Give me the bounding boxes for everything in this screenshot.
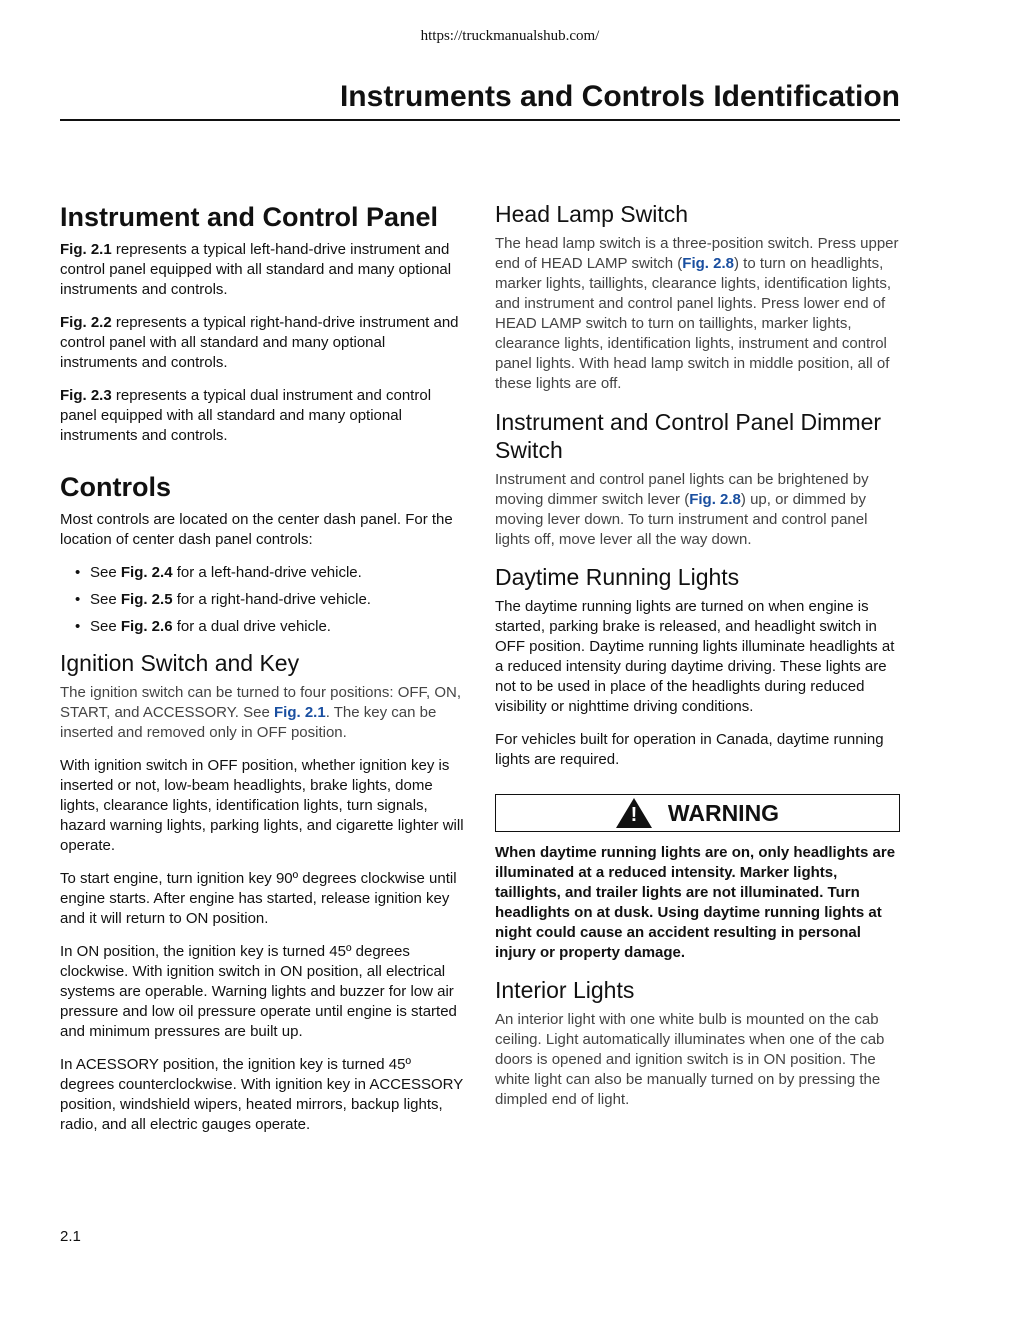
right-column: [495, 200, 900, 1123]
paragraph-text: represents a typical dual instrument and control panel equipped with all standard and many optional instruments and controls.: [60, 387, 432, 444]
headlamp-paragraph: The head lamp switch is a three-position switch. Press upper end of HEAD LAMP switch (Fig. 2.8) to turn on headlights, marker lights, taillights, clearance lights, identification lights, and instrument and control panel lights. Press lower end of HEAD LAMP switch to turn on taillights, marker lights, clearance lights, identification lights, instrument and control panel lights. With head lamp switch in middle position, all of these lights are off.: [495, 235, 899, 392]
ignition-paragraph-3: To start engine, turn ignition key 90º degrees clockwise until engine starts. After engine has started, release ignition key and it will return to ON position.: [60, 870, 457, 927]
ignition-paragraph-5: In ACESSORY position, the ignition key is turned 45º degrees counterclockwise. With ignition key in ACCESSORY position, windshield wipers, heated mirrors, backup lights, radio, and all electric gauges operate.: [60, 1056, 463, 1133]
warning-label: WARNING: [667, 799, 780, 826]
subheading-drl: Daytime Running Lights: [495, 564, 740, 590]
fig-ref: Fig. 2.1: [60, 241, 112, 258]
source-url: https://truckmanualshub.com/: [420, 28, 600, 44]
page-number: 2.1: [60, 1228, 81, 1245]
fig-link[interactable]: Fig. 2.8: [682, 255, 734, 272]
warning-box: [495, 794, 900, 832]
page-title: Instruments and Controls Identification: [339, 80, 900, 113]
panel-paragraph-1: [60, 240, 465, 300]
controls-paragraph: Most controls are located on the center dash panel. For the location of center dash panel controls:: [60, 511, 453, 548]
ignition-paragraph-2: With ignition switch in OFF position, whether ignition key is inserted or not, low-beam headlights, brake lights, dome lights, clearance lights, identification lights, turn signals, hazard warning lights, parking lights, and cigarette lighter will operate.: [60, 757, 464, 854]
warning-triangle-icon: !: [616, 798, 652, 828]
ignition-paragraph-1: The ignition switch can be turned to four positions: OFF, ON, START, and ACCESSORY. See Fig. 2.1. The key can be inserted and removed only in OFF position.: [60, 684, 462, 741]
drl-paragraph-2: For vehicles built for operation in Canada, daytime running lights are required.: [495, 731, 884, 768]
panel-paragraph-3: [60, 386, 465, 446]
interior-paragraph: An interior light with one white bulb is mounted on the cab ceiling. Light automatically illuminates when one of the cab doors is opened and ignition switch is in ON position. The white light can also be manually turned on by pressing the dimpled end of light.: [495, 1011, 885, 1108]
paragraph-text: represents a typical right-hand-drive instrument and control panel with all standard and many optional instruments and controls.: [60, 314, 459, 371]
ignition-paragraph-4: In ON position, the ignition key is turned 45º degrees clockwise. With ignition switch in ON position, all electrical systems are operable. Warning lights and buzzer for low air pressure and low oil pressure operate until engine is started and minimum pressures are built up.: [60, 943, 457, 1040]
title-rule: [60, 119, 900, 121]
dimmer-paragraph: Instrument and control panel lights can be brightened by moving dimmer switch lever (Fig. 2.8) up, or dimmed by moving lever down. To turn instrument and control panel lights off, move lever all the way down.: [495, 471, 869, 548]
fig-ref: Fig. 2.2: [60, 314, 112, 331]
warning-text: When daytime running lights are on, only headlights are illuminated at a reduced intensity. Marker lights, taillights, and trailer lights are not illuminated. Turn headlights on at dusk. Using daytime running lights at night could cause an accident resulting in personal injury or property damage.: [495, 844, 896, 961]
panel-paragraph-2: [60, 313, 465, 373]
subheading-dimmer: Instrument and Control Panel Dimmer Switch: [495, 409, 882, 463]
section-heading-controls: Controls: [60, 472, 171, 502]
list-item: • See Fig. 2.5 for a right-hand-drive vehicle.: [75, 591, 371, 608]
subheading-interior: Interior Lights: [495, 977, 635, 1003]
subheading-ignition: Ignition Switch and Key: [60, 650, 300, 676]
fig-ref: Fig. 2.4: [120, 564, 173, 581]
fig-ref: Fig. 2.5: [120, 591, 173, 608]
fig-link[interactable]: Fig. 2.1: [274, 704, 326, 721]
section-heading-panel: Instrument and Control Panel: [60, 202, 439, 232]
fig-link[interactable]: Fig. 2.8: [689, 491, 741, 508]
list-item: • See Fig. 2.6 for a dual drive vehicle.: [75, 618, 331, 635]
list-item: • See Fig. 2.4 for a left-hand-drive vehicle.: [75, 564, 362, 581]
fig-ref: Fig. 2.6: [120, 618, 173, 635]
left-column: [60, 200, 465, 1148]
subheading-headlamp: Head Lamp Switch: [495, 201, 689, 227]
paragraph-text: represents a typical left-hand-drive instrument and control panel equipped with all standard and many optional instruments and controls.: [60, 241, 452, 298]
fig-ref: Fig. 2.3: [60, 387, 112, 404]
drl-paragraph-1: The daytime running lights are turned on when engine is started, parking brake is released, and headlight switch in OFF position. Daytime running lights illuminate headlights at a reduced intensity during daytime driving. These lights are not to be used in place of the headlights during reduced visibility or nighttime driving conditions.: [495, 598, 895, 715]
controls-bullet-list: [60, 563, 465, 637]
